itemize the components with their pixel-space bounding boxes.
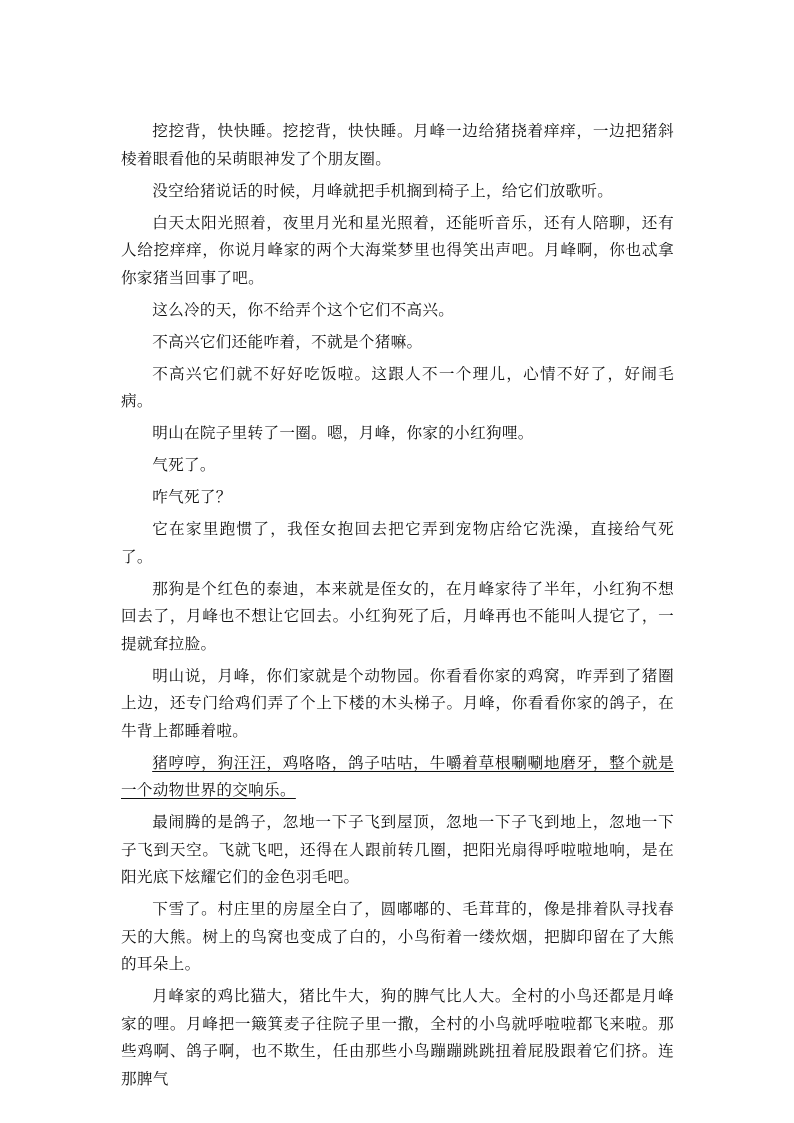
- paragraph: 明山在院子里转了一圈。嗯，月峰，你家的小红狗哩。: [152, 424, 534, 442]
- paragraph: 明山说，月峰，你们家就是个动物园。你看看你家的鸡窝，咋弄到了猪圈上边，还专门给鸡们弄了个上下楼的木头梯子。月峰，你看看你家的鸽子，在牛背上都睡着啦。: [121, 666, 674, 740]
- paragraph: 不高兴它们就不好好吃饭啦。这跟人不一个理儿，心情不好了，好闹毛病。: [121, 364, 674, 410]
- underlined-paragraph: 猪哼哼，狗汪汪，鸡咯咯，鸽子咕咕，牛嚼着草根唰唰地磨牙，整个就是一个动物世界的交响乐。: [121, 753, 674, 799]
- document-body: [121, 118, 674, 1098]
- paragraph: 下雪了。村庄里的房屋全白了，圆嘟嘟的、毛茸茸的，像是排着队寻找春天的大熊。树上的鸟窝也变成了白的，小鸟衔着一缕炊烟，把脚印留在了大熊的耳朵上。: [121, 900, 674, 973]
- paragraph: 不高兴它们还能咋着，不就是个猪嘛。: [152, 332, 423, 351]
- paragraph: 没空给猪说话的时候，月峰就把手机搁到椅子上，给它们放歌听。: [152, 181, 614, 200]
- paragraph: 白天太阳光照着，夜里月光和星光照着，还能听音乐，还有人陪聊，还有人给挖痒痒，你说月峰家的两个大海棠梦里也得笑出声吧。月峰啊，你也忒拿你家猪当回事了吧。: [121, 213, 674, 287]
- paragraph: 最闹腾的是鸽子，忽地一下子飞到屋顶，忽地一下子飞到地上，忽地一下子飞到天空。飞就飞吧，还得在人跟前转几圈，把阳光扇得呼啦啦地响，是在阳光底下炫耀它们的金色羽毛吧。: [121, 813, 674, 886]
- paragraph: 月峰家的鸡比猫大，猪比牛大，狗的脾气比人大。全村的小鸟还都是月峰家的哩。月峰把一簸箕麦子往院子里一撒，全村的小鸟就呼啦啦都飞来啦。那些鸡啊、鸽子啊，也不欺生，任由那些小鸟蹦蹦跳跳扭着屁股跟着它们挤。连那脾气: [121, 987, 674, 1088]
- paragraph: 挖挖背，快快睡。挖挖背，快快睡。月峰一边给猪挠着痒痒，一边把猪斜棱着眼看他的呆萌眼神发了个朋友圈。: [121, 122, 674, 168]
- paragraph: 这么冷的天，你不给弄个这个它们不高兴。: [152, 300, 455, 319]
- paragraph: 它在家里跑惯了，我侄女抱回去把它弄到宠物店给它洗澡，直接给气死了。: [121, 520, 674, 566]
- paragraph: 咋气死了？: [152, 488, 232, 506]
- paragraph: 那狗是个红色的泰迪，本来就是侄女的，在月峰家待了半年，小红狗不想回去了，月峰也不想让它回去。小红狗死了后，月峰再也不能叫人提它了，一提就耷拉脸。: [121, 579, 674, 653]
- paragraph: 气死了。: [152, 456, 216, 474]
